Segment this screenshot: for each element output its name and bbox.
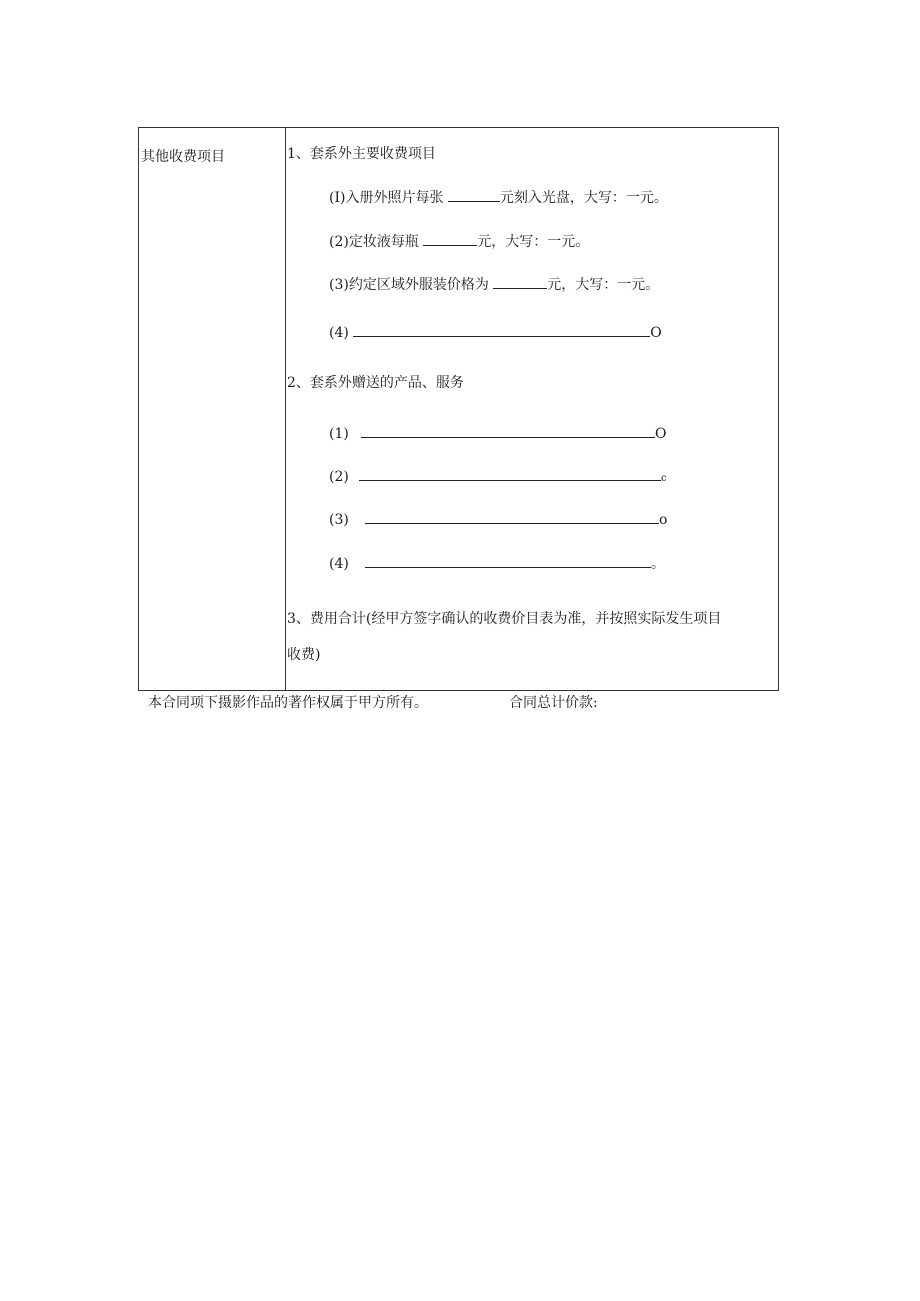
item-number: (1)	[329, 426, 349, 442]
item-text: 元刻入光盘，大写：一元。	[499, 190, 668, 206]
item-text: (3)约定区域外服装价格为	[329, 277, 494, 293]
blank-field[interactable]	[359, 467, 661, 481]
section2-item-3	[329, 510, 667, 529]
item-text: (4)	[329, 325, 354, 341]
item-number: (4)	[329, 556, 349, 572]
blank-field[interactable]	[493, 275, 547, 289]
item-text: o	[659, 512, 668, 528]
blank-field[interactable]	[353, 323, 650, 337]
item-text: 元，大写：一元。	[477, 234, 590, 250]
fee-table	[138, 127, 779, 691]
item-text: 。	[651, 556, 665, 572]
section1-item-3	[329, 275, 659, 294]
blank-field[interactable]	[361, 424, 655, 438]
blank-field[interactable]	[365, 554, 651, 568]
item-number: (2)	[329, 469, 349, 485]
section1-item-2	[329, 232, 589, 251]
blank-field[interactable]	[423, 232, 477, 246]
section2-item-1	[329, 424, 666, 443]
total-price-label: 合同总计价款:	[509, 695, 598, 711]
blank-field[interactable]	[365, 510, 659, 524]
item-text: (2)定妆液每瓶	[329, 234, 424, 250]
blank-field[interactable]	[448, 188, 500, 202]
left-column-label: 其他收费项目	[141, 149, 225, 165]
item-number: (3)	[329, 512, 349, 528]
section2-heading: 2、套系外赠送的产品、服务	[287, 375, 464, 391]
section3-line1: 3、费用合计(经甲方签字确认的收费价目表为准，并按照实际发生项目	[287, 611, 722, 627]
item-text: c	[661, 473, 667, 484]
copyright-note: 本合同项下摄影作品的著作权属于甲方所有。	[148, 695, 428, 711]
section2-item-4	[329, 554, 665, 573]
column-divider	[285, 128, 286, 690]
item-text: (I)入册外照片每张	[329, 190, 448, 206]
item-text: O	[650, 325, 662, 341]
item-text: O	[655, 426, 667, 442]
section1-heading: 1、套系外主要收费项目	[287, 146, 436, 162]
item-text: 元，大写：一元。	[547, 277, 660, 293]
section2-item-2	[329, 467, 667, 488]
section3-line2: 收费)	[287, 647, 321, 663]
section1-item-1	[329, 188, 668, 207]
section1-item-4	[329, 323, 662, 342]
